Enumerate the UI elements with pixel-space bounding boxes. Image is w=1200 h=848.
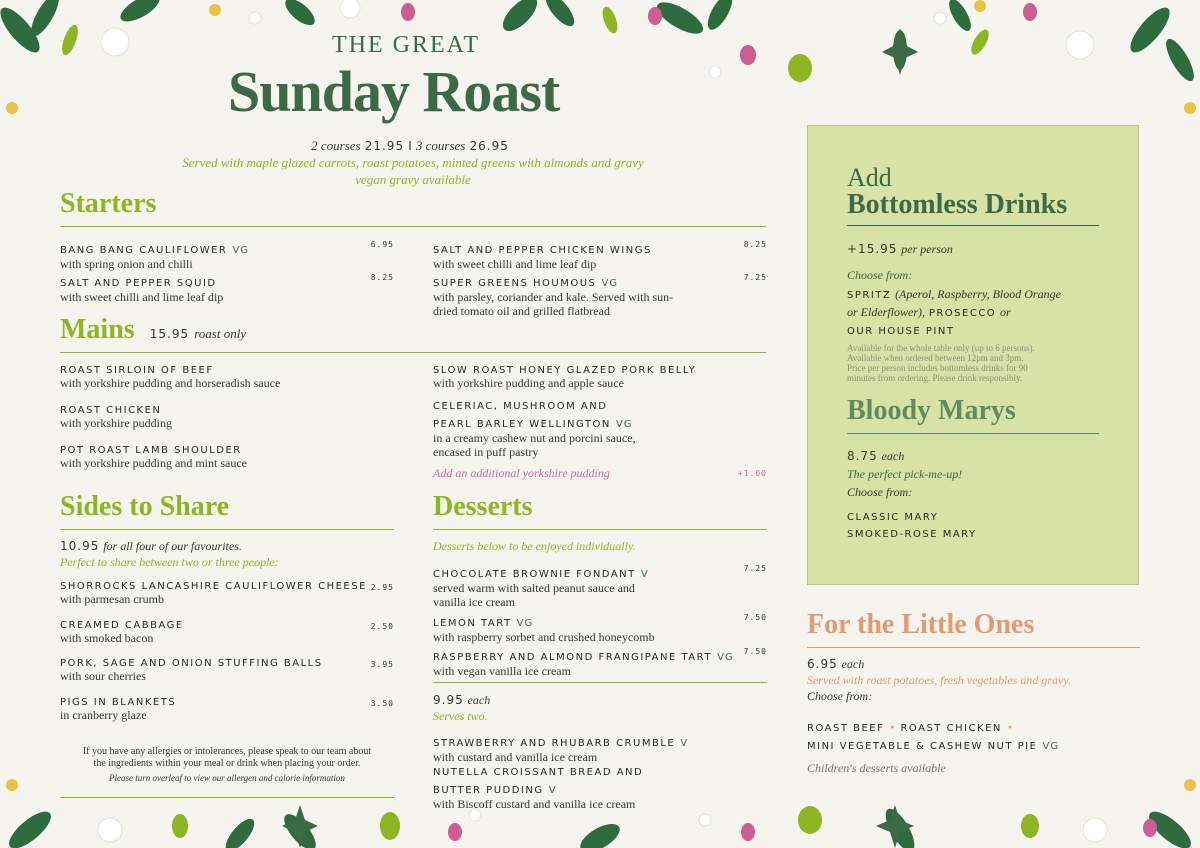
bullet-icon: • <box>889 723 896 734</box>
sides-deal: 10.95 for all four of our favourites. <box>60 539 242 553</box>
starters-divider <box>60 226 766 227</box>
starter-item: SALT AND PEPPER SQUID with sweet chilli and lime leaf dip 8.25 <box>60 273 394 304</box>
sides-deal-note: Perfect to share between two or three people: <box>60 555 279 569</box>
desserts-share-note: Serves two. <box>433 709 488 723</box>
desserts-intro: Desserts below to be enjoyed individually. <box>433 539 636 553</box>
mains-divider <box>60 352 766 353</box>
kids-served: Served with roast potatoes, fresh vegetables and gravy. <box>807 673 1072 687</box>
drinks-choose: Choose from: <box>847 268 913 282</box>
drinks-price: +15.95 per person <box>847 242 953 256</box>
allergy-notice: If you have any allergies or intolerances, please speak to our team about the ingredients within your meal or drink when placing your order. Please turn overleaf to view our allergen and calorie information <box>82 746 372 783</box>
main-item: CELERIAC, MUSHROOM AND PEARL BARLEY WELLINGTON VG in a creamy cashew nut and porcini sauce, encased in puff pastry <box>433 401 636 459</box>
bloody-marys-price: 8.75 each <box>847 449 905 463</box>
bloody-marys-choose: Choose from: <box>847 485 913 499</box>
bullet-icon: • <box>1006 723 1013 734</box>
drinks-heading-divider <box>847 225 1099 226</box>
side-item: PIGS IN BLANKETS in cranberry glaze 3.50 <box>60 697 394 722</box>
kids-divider <box>807 647 1140 648</box>
dessert-share-item: STRAWBERRY AND RHUBARB CRUMBLE V with custard and vanilla ice cream <box>433 738 689 764</box>
pricing-line: 2 courses 21.95 I 3 courses 26.95 <box>311 138 509 153</box>
kids-desserts-note: Children's desserts available <box>807 761 946 775</box>
drinks-heading-add: Add <box>847 163 892 192</box>
kids-choose: Choose from: <box>807 689 873 703</box>
mains-price-note: roast only <box>194 326 247 341</box>
drinks-terms: Available for the whole table only (up to 6 persons). Available when ordered between 12pm and 3pm. Price per person includes bottomless drinks for 90 minutes from ordering. Please drink responsibly. <box>847 343 1035 383</box>
kids-items: ROAST BEEF • ROAST CHICKEN • MINI VEGETABLE & CASHEW NUT PIE VG <box>807 723 1060 752</box>
starter-item: SALT AND PEPPER CHICKEN WINGS with sweet chilli and lime leaf dip 8.25 <box>433 240 767 271</box>
desserts-share-divider <box>433 682 767 683</box>
kids-heading: For the Little Ones <box>807 609 1035 640</box>
main-item: SLOW ROAST HONEY GLAZED PORK BELLY with yorkshire pudding and apple sauce <box>433 365 697 390</box>
mains-heading: Mains <box>60 314 135 345</box>
served-with-note: Served with maple glazed carrots, roast potatoes, minted greens with almonds and gravy <box>182 155 644 170</box>
dessert-item: RASPBERRY AND ALMOND FRANGIPANE TART VG with vegan vanilla ice cream 7.50 <box>433 647 767 678</box>
side-item: CREAMED CABBAGE with smoked bacon 2.50 <box>60 620 394 645</box>
desserts-heading: Desserts <box>433 491 533 522</box>
starters-heading: Starters <box>60 188 157 219</box>
starter-item: BANG BANG CAULIFLOWER VG with spring onion and chilli 6.95 <box>60 240 394 271</box>
sides-heading: Sides to Share <box>60 491 230 522</box>
bloody-marys-heading: Bloody Marys <box>847 395 1016 426</box>
desserts-divider <box>433 529 767 530</box>
dessert-item: LEMON TART VG with raspberry sorbet and crushed honeycomb 7.50 <box>433 613 767 644</box>
side-item: SHORROCKS LANCASHIRE CAULIFLOWER CHEESE with parmesan crumb 2.95 <box>60 581 394 606</box>
main-item: ROAST CHICKEN with yorkshire pudding <box>60 405 172 430</box>
mains-addon: Add an additional yorkshire pudding <box>433 466 610 480</box>
allergy-divider <box>60 797 394 798</box>
dessert-item: CHOCOLATE BROWNIE FONDANT V served warm with salted peanut sauce and vanilla ice cream 7.25 <box>433 564 767 609</box>
desserts-share-price: 9.95 each <box>433 693 491 707</box>
mains-heading-row <box>60 314 246 346</box>
bloody-marys-divider <box>847 433 1099 434</box>
title-top: THE GREAT <box>332 32 480 58</box>
side-item: PORK, SAGE AND ONION STUFFING BALLS with sour cherries 3.95 <box>60 658 394 683</box>
main-item: ROAST SIRLOIN OF BEEF with yorkshire pudding and horseradish sauce <box>60 365 281 390</box>
main-item: POT ROAST LAMB SHOULDER with yorkshire pudding and mint sauce <box>60 445 247 470</box>
bloody-marys-tagline: The perfect pick-me-up! <box>847 467 963 481</box>
bloody-mary-item: SMOKED-ROSE MARY <box>847 529 977 540</box>
sides-divider <box>60 529 394 530</box>
mains-price: 15.95 <box>149 327 190 341</box>
kids-price: 6.95 each <box>807 657 865 671</box>
vegan-gravy-note: vegan gravy available <box>355 172 471 187</box>
drinks-options: SPRITZ (Aperol, Raspberry, Blood Orange or Elderflower), PROSECCO or OUR HOUSE PINT <box>847 287 1061 337</box>
page-title: Sunday Roast <box>228 59 560 124</box>
drinks-heading: Bottomless Drinks <box>847 189 1068 220</box>
bloody-mary-item: CLASSIC MARY <box>847 512 939 523</box>
dessert-share-item: NUTELLA CROISSANT BREAD AND BUTTER PUDDING V with Biscoff custard and vanilla ice cream <box>433 767 644 811</box>
mains-addon-price: +1.00 <box>737 469 767 478</box>
starter-item: SUPER GREENS HOUMOUS VG with parsley, coriander and kale. Served with sun-dried tomato oil and grilled flatbread 7.25 <box>433 273 767 318</box>
